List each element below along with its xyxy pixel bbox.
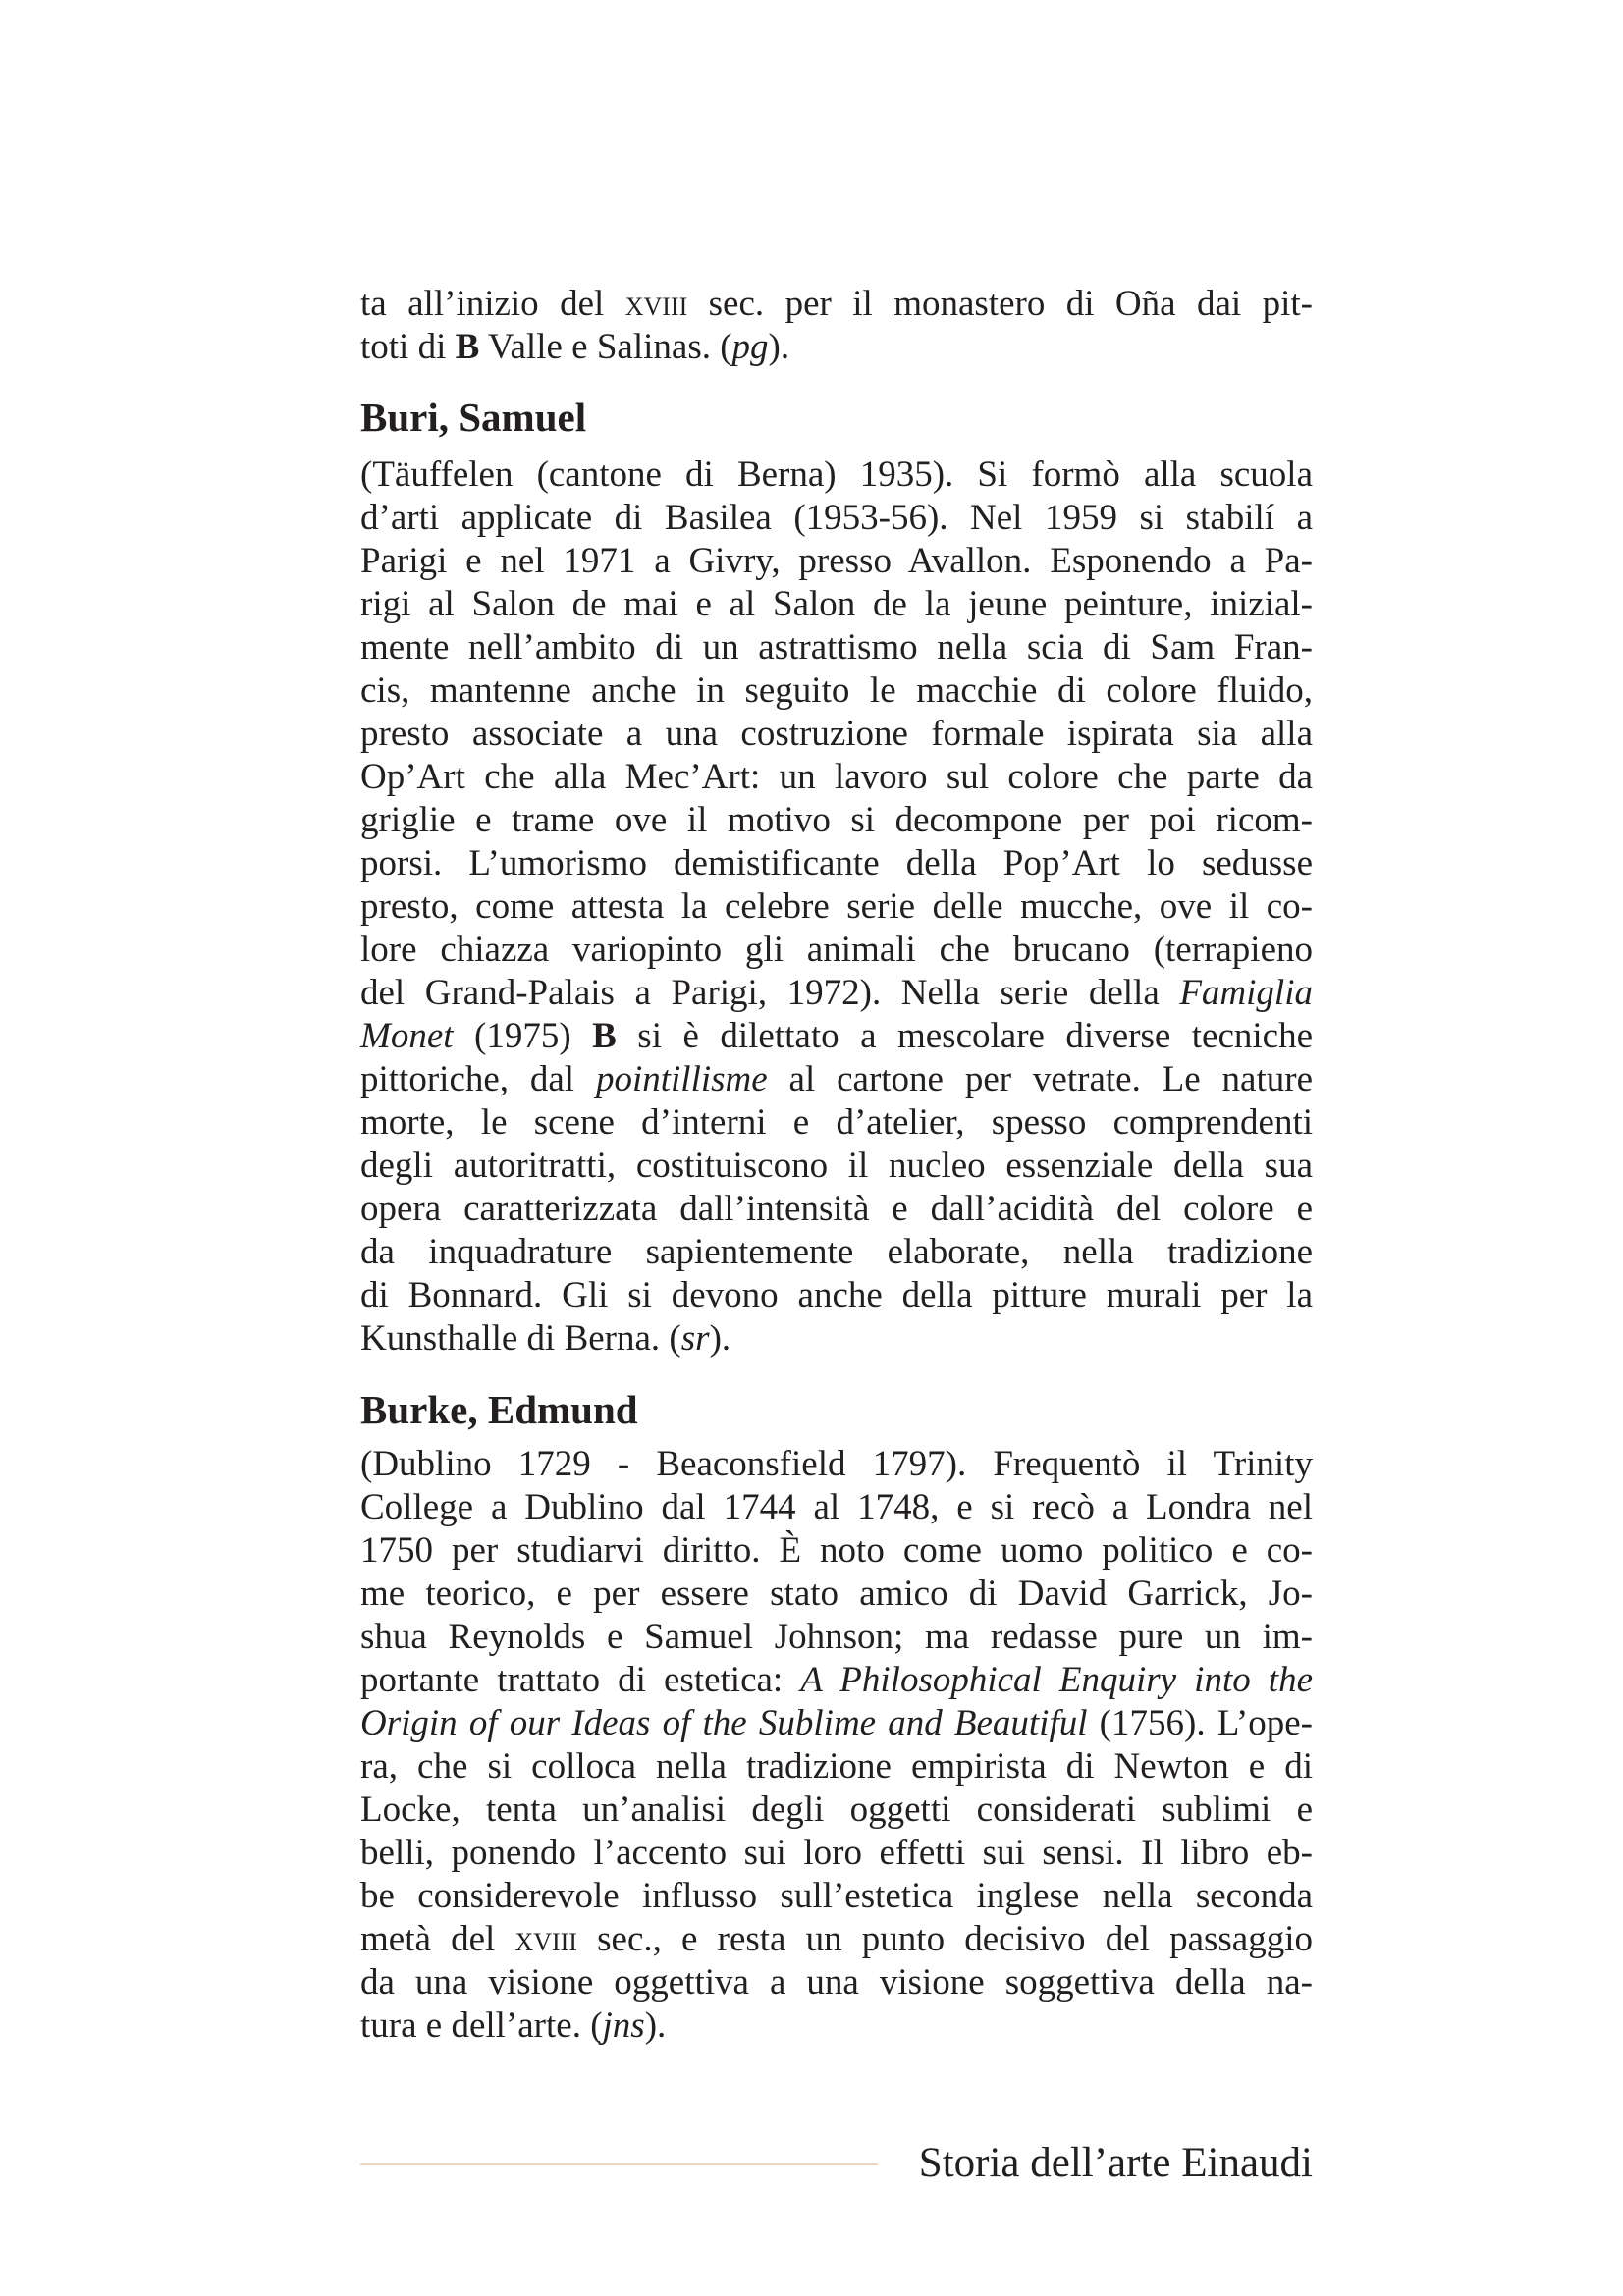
text-run: da una visione oggettiva a una visione soggettiva della na- xyxy=(360,1962,1313,2002)
text-run: presto, come attesta la celebre serie delle mucche, ove il co- xyxy=(360,886,1313,927)
text-run: Parigi e nel 1971 a Givry, presso Avallon. Esponendo a Pa- xyxy=(360,541,1313,581)
text-line xyxy=(360,1058,1313,1101)
text-line xyxy=(360,1875,1313,1918)
text-run: d’arti applicate di Basilea (1953-56). Nel 1959 si stabilí a xyxy=(360,498,1313,538)
text-run: del Grand-Palais a Parigi, 1972). Nella serie della xyxy=(360,973,1180,1013)
italic-text: A Philosophical Enquiry into the xyxy=(800,1660,1313,1700)
text-line xyxy=(360,1317,1313,1361)
text-run: 1750 per studiarvi diritto. È noto come uomo politico e co- xyxy=(360,1530,1313,1571)
bold-text: B xyxy=(455,327,480,367)
italic-text: Monet xyxy=(360,1016,454,1056)
text-run: sec. per il monastero di Oña dai pit- xyxy=(687,284,1313,324)
text-line xyxy=(360,799,1313,842)
entry-heading-buri: Buri, Samuel xyxy=(360,395,587,440)
text-run: portante trattato di estetica: xyxy=(360,1660,801,1700)
small-caps-text: xviii xyxy=(514,1919,577,1959)
text-run: ). xyxy=(644,2005,667,2046)
small-caps-text: xviii xyxy=(624,284,688,324)
italic-text: jns xyxy=(602,2005,645,2046)
italic-text: pg xyxy=(731,327,769,367)
text-line xyxy=(360,1231,1313,1274)
text-line xyxy=(360,497,1313,540)
text-line xyxy=(360,929,1313,972)
text-line xyxy=(360,972,1313,1015)
text-run: College a Dublino dal 1744 al 1748, e si recò a Londra nel xyxy=(360,1487,1313,1527)
text-line xyxy=(360,1918,1313,1961)
text-run: belli, ponendo l’accento sui loro effetti sui sensi. Il libro eb- xyxy=(360,1833,1313,1873)
text-line xyxy=(360,1443,1313,1486)
text-run: porsi. L’umorismo demistificante della Pop’Art lo sedusse xyxy=(360,843,1313,883)
text-run: ). xyxy=(709,1318,731,1359)
text-run: si è dilettato a mescolare diverse tecniche xyxy=(616,1016,1313,1056)
text-run: be considerevole influsso sull’estetica inglese nella seconda xyxy=(360,1876,1313,1916)
text-run: Op’Art che alla Mec’Art: un lavoro sul colore che parte da xyxy=(360,757,1313,797)
text-run: metà del xyxy=(360,1919,515,1959)
text-line xyxy=(360,1616,1313,1659)
entry-heading-burke: Burke, Edmund xyxy=(360,1387,638,1432)
italic-text: pointillisme xyxy=(595,1059,768,1099)
text-run: toti di xyxy=(360,327,456,367)
text-line xyxy=(360,1486,1313,1529)
text-line xyxy=(360,885,1313,929)
text-run: di Bonnard. Gli si devono anche della pitture murali per la xyxy=(360,1275,1313,1315)
footer-title: Storia dell’arte Einaudi xyxy=(918,2140,1313,2186)
text-line xyxy=(360,1789,1313,1832)
text-run: me teorico, e per essere stato amico di David Garrick, Jo- xyxy=(360,1574,1313,1614)
text-line xyxy=(360,1659,1313,1702)
text-line xyxy=(360,1015,1313,1058)
text-line xyxy=(360,326,1313,369)
bold-text: B xyxy=(592,1016,617,1056)
text-run: sec., e resta un punto decisivo del passaggio xyxy=(576,1919,1313,1959)
text-line xyxy=(360,1961,1313,2004)
text-line xyxy=(360,842,1313,885)
text-run: opera caratterizzata dall’intensità e dall’acidità del colore e xyxy=(360,1189,1313,1229)
italic-text: Famiglia xyxy=(1179,973,1313,1013)
text-run: mente nell’ambito di un astrattismo nella scia di Sam Fran- xyxy=(360,627,1313,667)
text-run: Locke, tenta un’analisi degli oggetti considerati sublimi e xyxy=(360,1789,1313,1830)
text-run: al cartone per vetrate. Le nature xyxy=(767,1059,1313,1099)
text-run: ra, che si colloca nella tradizione empirista di Newton e di xyxy=(360,1746,1313,1787)
text-line xyxy=(360,283,1313,326)
text-line xyxy=(360,1529,1313,1573)
text-run: pittoriche, dal xyxy=(360,1059,596,1099)
text-run: (Dublino 1729 - Beaconsfield 1797). Frequentò il Trinity xyxy=(360,1444,1313,1484)
text-run: tura e dell’arte. ( xyxy=(360,2005,603,2046)
text-run: lore chiazza variopinto gli animali che brucano (terrapieno xyxy=(360,930,1313,970)
text-run: shua Reynolds e Samuel Johnson; ma redasse pure un im- xyxy=(360,1617,1313,1657)
text-run: ta all’inizio del xyxy=(360,284,625,324)
text-line xyxy=(360,1188,1313,1231)
text-line xyxy=(360,1702,1313,1745)
text-line xyxy=(360,1101,1313,1145)
footer-rule xyxy=(360,2163,878,2165)
entry-body-buri xyxy=(360,454,1313,1361)
text-line xyxy=(360,2004,1313,2048)
text-line xyxy=(360,583,1313,626)
text-run: (1756). L’ope- xyxy=(1087,1703,1313,1743)
text-run: (1975) xyxy=(453,1016,593,1056)
text-run: presto associate a una costruzione formale ispirata sia alla xyxy=(360,714,1313,754)
text-line xyxy=(360,454,1313,497)
text-line xyxy=(360,1832,1313,1875)
text-line xyxy=(360,1573,1313,1616)
text-line xyxy=(360,626,1313,669)
text-run: ). xyxy=(768,327,790,367)
italic-text: sr xyxy=(680,1318,710,1359)
entry-body-burke xyxy=(360,1443,1313,2048)
text-run: rigi al Salon de mai e al Salon de la jeune peinture, inizial- xyxy=(360,584,1313,624)
text-line xyxy=(360,669,1313,713)
italic-text: Origin of our Ideas of the Sublime and Beautiful xyxy=(360,1703,1088,1743)
text-run: Valle e Salinas. ( xyxy=(479,327,732,367)
text-run: da inquadrature sapientemente elaborate, nella tradizione xyxy=(360,1232,1313,1272)
text-line xyxy=(360,1274,1313,1317)
text-run: morte, le scene d’interni e d’atelier, spesso comprendenti xyxy=(360,1102,1313,1143)
text-run: griglie e trame ove il motivo si decompone per poi ricom- xyxy=(360,800,1313,840)
continued-entry-text xyxy=(360,283,1313,369)
text-run: cis, mantenne anche in seguito le macchie di colore fluido, xyxy=(360,670,1313,711)
text-line xyxy=(360,1745,1313,1789)
text-run: degli autoritratti, costituiscono il nucleo essenziale della sua xyxy=(360,1146,1313,1186)
text-line xyxy=(360,756,1313,799)
text-run: Kunsthalle di Berna. ( xyxy=(360,1318,681,1359)
text-line xyxy=(360,1145,1313,1188)
text-run: (Täuffelen (cantone di Berna) 1935). Si formò alla scuola xyxy=(360,454,1313,495)
text-line xyxy=(360,540,1313,583)
text-line xyxy=(360,713,1313,756)
